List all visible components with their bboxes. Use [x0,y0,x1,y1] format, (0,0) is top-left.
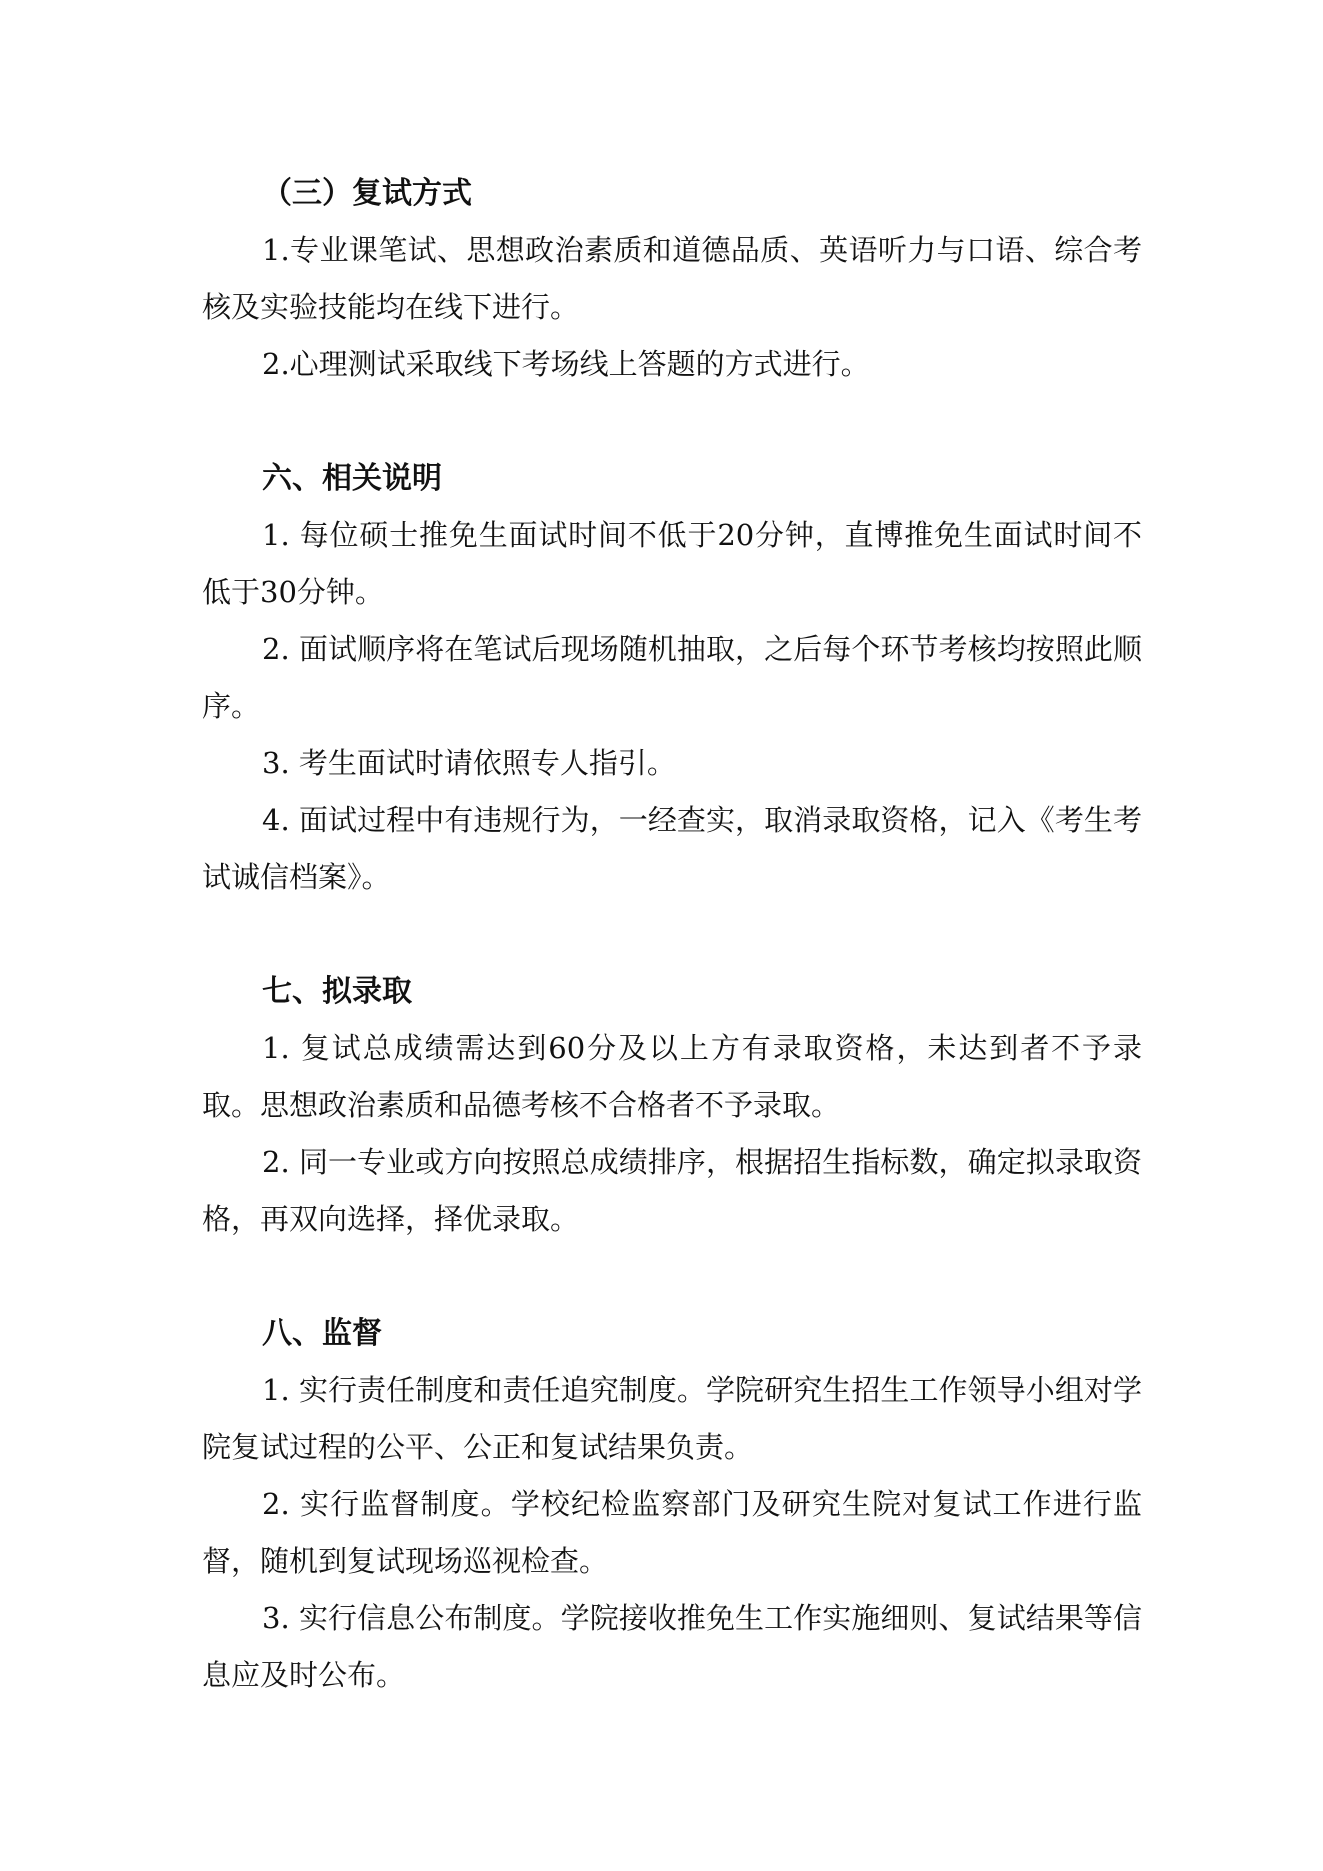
section-retest-method [202,165,1142,393]
paragraph: 1. 复试总成绩需达到60分及以上方有录取资格，未达到者不予录取。思想政治素质和品德考核不合格者不予录取。 [202,1031,1142,1122]
paragraph: 2. 面试顺序将在笔试后现场随机抽取，之后每个环节考核均按照此顺序。 [202,632,1142,723]
paragraph: 2.心理测试采取线下考场线上答题的方式进行。 [262,347,870,381]
section-heading: 六、相关说明 [262,461,442,496]
paragraph: 3. 实行信息公布制度。学院接收推免生工作实施细则、复试结果等信息应及时公布。 [202,1601,1142,1692]
paragraph: 2. 实行监督制度。学校纪检监察部门及研究生院对复试工作进行监督，随机到复试现场巡视检查。 [202,1487,1142,1578]
paragraph: 1. 每位硕士推免生面试时间不低于20分钟，直博推免生面试时间不低于30分钟。 [202,518,1142,609]
paragraph: 2. 同一专业或方向按照总成绩排序，根据招生指标数，确定拟录取资格，再双向选择，择优录取。 [202,1145,1142,1236]
section-spacer [202,1248,1142,1305]
section-heading: （三）复试方式 [262,176,472,211]
section-related-notes [202,450,1142,906]
section-heading: 八、监督 [262,1316,382,1351]
section-admission [202,963,1142,1248]
section-spacer [202,393,1142,450]
section-spacer [202,906,1142,963]
document-body [202,165,1142,1704]
paragraph: 4. 面试过程中有违规行为，一经查实，取消录取资格，记入《考生考试诚信档案》。 [202,803,1142,894]
paragraph: 1. 实行责任制度和责任追究制度。学院研究生招生工作领导小组对学院复试过程的公平、公正和复试结果负责。 [202,1373,1142,1464]
paragraph: 3. 考生面试时请依照专人指引。 [262,746,676,780]
paragraph: 1.专业课笔试、思想政治素质和道德品质、英语听力与口语、综合考核及实验技能均在线下进行。 [202,233,1142,324]
section-heading: 七、拟录取 [262,974,412,1009]
section-supervision [202,1305,1142,1704]
